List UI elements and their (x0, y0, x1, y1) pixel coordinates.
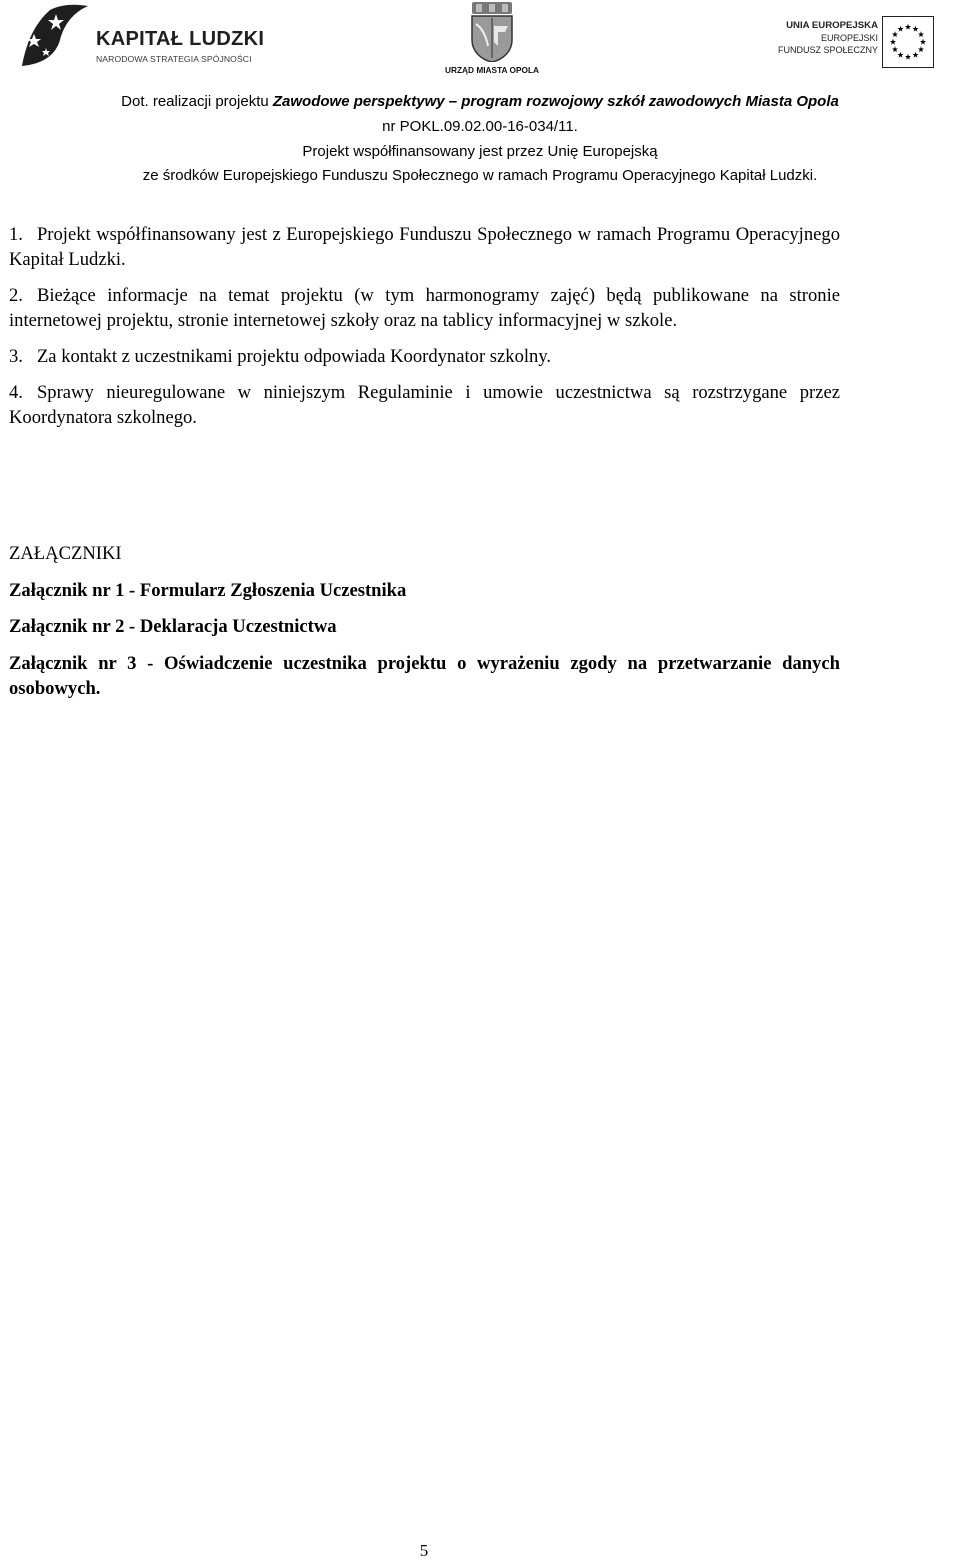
city-crest-icon (468, 2, 516, 62)
star-figure-icon (16, 4, 90, 68)
attachments-heading: ZAŁĄCZNIKI (9, 543, 122, 564)
header-prefix: Dot. realizacji projektu (121, 93, 273, 110)
eu-flag-icon (882, 16, 934, 68)
header-line-number: nr POKL.09.02.00-16-034/11. (382, 118, 578, 135)
regulation-items (9, 222, 840, 442)
ue-line-2: EUROPEJSKI (820, 33, 878, 43)
kapital-ludzki-logo (16, 4, 266, 68)
attachment-item: Załącznik nr 3 - Oświadczenie uczestnika projektu o wyrażeniu zgody na przetwarzanie danych osobowych. (9, 653, 840, 699)
attachment-item: Załącznik nr 1 - Formularz Zgłoszenia Uczestnika (9, 580, 407, 601)
ue-line-3: FUNDUSZ SPOŁECZNY (777, 45, 878, 55)
list-item: 2. Bieżące informacje na temat projektu (w tym harmonogramy zajęć) będą publikowane na stronie internetowej projektu, stronie internetowej szkoły oraz na tablicy informacyjnej w szkole. (9, 285, 840, 331)
page-number: 5 (419, 1541, 429, 1560)
kapital-ludzki-subtitle: NARODOWA STRATEGIA SPÓJNOŚCI (96, 54, 252, 64)
project-name: Zawodowe perspektywy – program rozwojowy szkół zawodowych Miasta Opola (272, 93, 839, 110)
header-line-program: ze środków Europejskiego Funduszu Społecznego w ramach Programu Operacyjnego Kapitał Ludzki. (142, 167, 818, 184)
urzad-miasta-logo (440, 2, 544, 76)
header-line-project (0, 92, 960, 112)
list-item: 3. Za kontakt z uczestnikami projektu odpowiada Koordynator szkolny. (9, 346, 552, 367)
urzad-miasta-label: URZĄD MIASTA OPOLA (444, 65, 540, 75)
attachment-item: Załącznik nr 2 - Deklaracja Uczestnictwa (9, 616, 337, 637)
ue-logo (776, 16, 936, 68)
list-item: 1. Projekt współfinansowany jest z Europejskiego Funduszu Społecznego w ramach Programu Operacyjnego Kapitał Ludzki. (9, 224, 840, 270)
header-line-funding: Projekt współfinansowany jest przez Unię Europejską (302, 143, 658, 160)
list-item: 4. Sprawy nieuregulowane w niniejszym Regulaminie i umowie uczestnictwa są rozstrzygane przez Koordynatora szkolnego. (9, 382, 840, 428)
ue-line-1: UNIA EUROPEJSKA (786, 20, 878, 31)
kapital-ludzki-title: KAPITAŁ LUDZKI (96, 28, 265, 50)
